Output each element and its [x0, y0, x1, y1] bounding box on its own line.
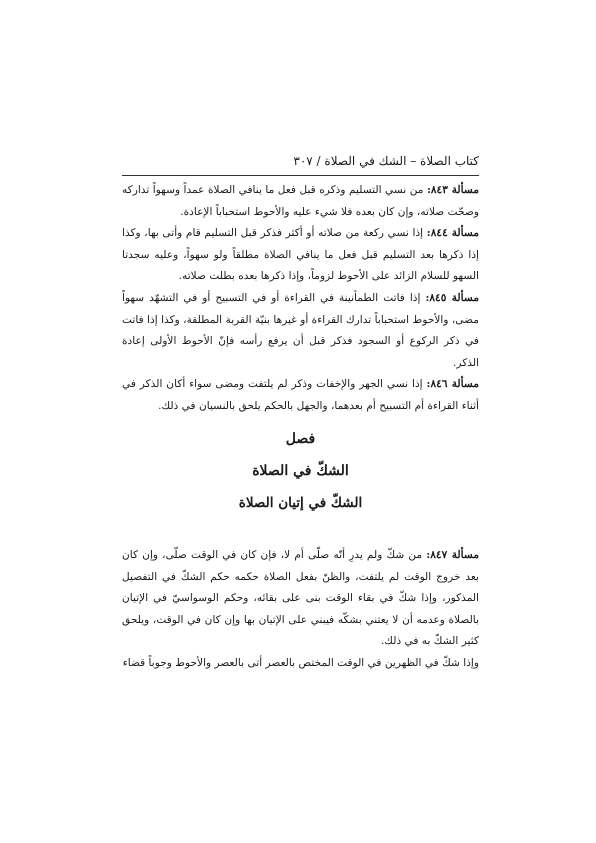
issue-844 — [122, 223, 479, 288]
issue-number: مسألة ٨٤٣: — [426, 184, 479, 196]
header-divider — [122, 175, 479, 176]
section-title: الشكّ في الصلاة — [252, 463, 349, 479]
issue-846 — [122, 374, 479, 417]
issue-number: مسألة ٨٤٧: — [426, 549, 480, 561]
issue-text: إذا فاتت الطمأنينة في القراءة أو في التسبيح أو في التشهّد سهواً مضى، والأحوط استحباباً تدارك القراءة أو غيرها بنيّة القربة المطلقة، وكذا إذا فاتت في ذكر الركوع أو السجود فذكر قبل أن يرفع رأسه فإنّ الأحوط الأولى إعادة الذكر. — [122, 291, 479, 369]
issue-text: من نسي التسليم وذكره قبل فعل ما ينافي الصلاة عمداً وسهواً تداركه وصحّت صلاته، وإن كان بعده فلا شيء عليه والأحوط استحباباً الإعادة. — [122, 184, 479, 218]
issue-number: مسألة ٨٤٥: — [425, 291, 480, 304]
issue-number: مسألة ٨٤٤: — [426, 227, 479, 240]
chapter-heading: فصل — [285, 431, 316, 447]
issue-845 — [122, 288, 479, 374]
issue-number: مسألة ٨٤٦: — [426, 378, 479, 391]
issue-text: إذا نسي الجهر والإخفات وذكر لم يلتفت ومضى سواء أكان الذكر في أثناء القراءة أم التسبيح أم بعدهما، والجهل بالحكم يلحق بالنسيان في ذلك. — [122, 378, 479, 412]
section-subtitle: الشكّ في إتيان الصلاة — [238, 495, 363, 511]
running-head: كتاب الصلاة – الشك في الصلاة / ٣٠٧ — [293, 154, 479, 168]
section-forgetting — [122, 180, 479, 418]
issue-text: من شكّ ولم يدرِ أنّه صلّى أم لا، فإن كان في الوقت صلّى، وإن كان بعد خروج الوقت لم يلتفت، والظنّ بفعل الصلاة حكمه حكم الشكّ في التفصيل المذكور، وإذا شكّ في بقاء الوقت بنى على بقائه، وحكم الوسواسيّ في الإتيان بالصلاة وعدمه أن لا يعتني بشكّه فيبني على الإتيان بها وإن كان في الوقت، ويلحق كثير الشكّ به في ذلك. — [122, 549, 479, 648]
continuation-paragraph — [122, 653, 479, 675]
issue-847 — [122, 545, 479, 653]
issue-text: وإذا شكّ في الظهرين في الوقت المختص بالعصر أتى بالعصر والأحوط وجوباً قضاء — [122, 656, 479, 669]
section-doubt — [122, 545, 479, 675]
issue-text: إذا نسي ركعة من صلاته أو أكثر فذكر قبل التسليم قام وأتى بها، وكذا إذا ذكرها بعد التسليم قبل فعل ما ينافي الصلاة مطلقاً ولو سهواً، وعليه سجدتا السهو للسلام الزائد على الأحوط لزوماً، وإذا ذكرها بعده بطلت صلاته. — [122, 227, 479, 283]
section-headings — [122, 427, 479, 515]
issue-843 — [122, 180, 479, 223]
